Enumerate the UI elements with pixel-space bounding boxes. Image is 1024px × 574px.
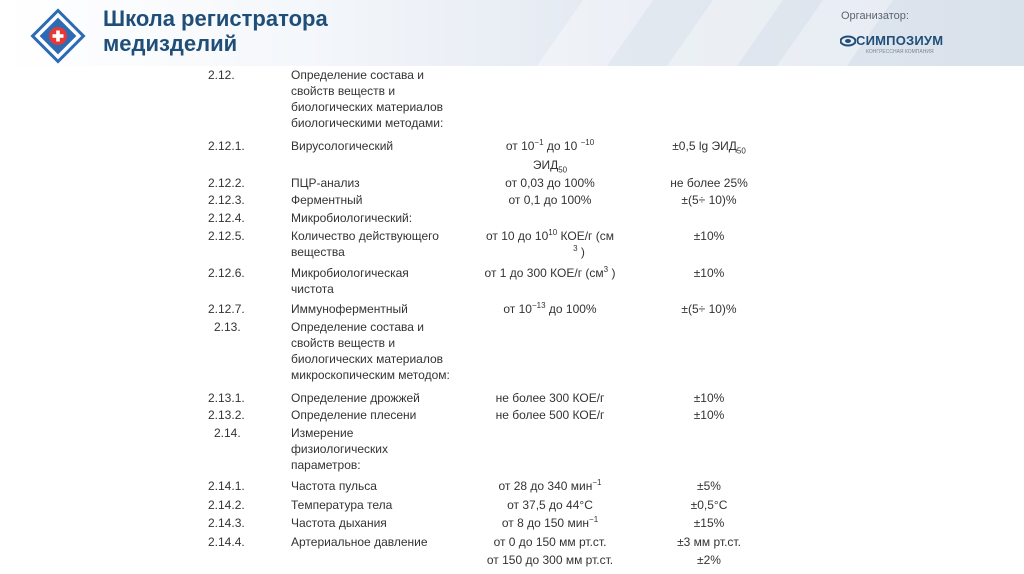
row-name: ПЦР-анализ — [291, 176, 360, 190]
range-text: ) — [608, 266, 616, 280]
row-name: Частота дыхания — [291, 516, 387, 530]
row-range: от 0,03 до 100% — [505, 176, 595, 190]
row-number: 2.13. — [214, 320, 241, 334]
row-number: 2.12. — [208, 68, 235, 82]
row-name: Определение плесени — [291, 408, 417, 422]
row-name: Иммуноферментный — [291, 302, 408, 316]
range-line: от 0 до 150 мм рт.ст. — [493, 535, 607, 549]
row-tolerance: ±0,5°С — [690, 498, 728, 512]
row-name-line: свойств веществ и — [291, 336, 396, 350]
range-exponent: −10 — [580, 138, 595, 147]
row-number: 2.14.4. — [208, 535, 245, 549]
tolerance-line: ±2% — [697, 553, 721, 567]
row-range: от 0,1 до 100% — [508, 193, 592, 207]
row-name-line: Измерение — [291, 426, 354, 440]
row-range: не более 300 КОЕ/г — [495, 391, 605, 405]
range-exponent: −1 — [592, 478, 602, 487]
row-name-line: биологических материалов — [291, 352, 444, 366]
row-number: 2.13.1. — [208, 391, 245, 405]
range-text: ) — [577, 245, 585, 259]
row-name: Артериальное давление — [291, 535, 428, 549]
row-number: 2.12.4. — [208, 211, 245, 225]
row-number: 2.12.7. — [208, 302, 245, 316]
title-line-1: Школа регистратора — [103, 6, 328, 31]
range-text: от 10 до 10 — [485, 229, 549, 243]
row-range — [480, 534, 620, 568]
range-exponent: 10 — [548, 228, 558, 237]
range-exponent: −13 — [531, 301, 546, 310]
row-range: не более 500 КОЕ/г — [495, 408, 605, 422]
tolerance-line: ±3 мм рт.ст. — [677, 535, 741, 549]
tolerance-subscript: 50 — [736, 146, 746, 156]
row-name-line: свойств веществ и — [291, 84, 396, 98]
organizer-label: Организатор: — [841, 10, 909, 22]
row-range — [480, 515, 620, 531]
row-name-line: вещества — [291, 245, 345, 259]
row-name — [291, 319, 450, 383]
range-subscript: 50 — [558, 165, 568, 175]
row-number: 2.12.2. — [208, 176, 245, 190]
row-tolerance: ±5% — [697, 479, 721, 493]
row-tolerance — [640, 138, 778, 154]
organizer-name: СИМПОЗИУМ — [856, 33, 944, 48]
row-number: 2.14.2. — [208, 498, 245, 512]
row-tolerance: ±(5÷ 10)% — [681, 302, 737, 316]
row-tolerance: ±10% — [693, 408, 725, 422]
range-exponent: −1 — [589, 515, 599, 524]
row-name — [291, 67, 443, 131]
row-name — [291, 228, 439, 260]
row-number: 2.13.2. — [208, 408, 245, 422]
row-name: Частота пульса — [291, 479, 377, 493]
row-name — [291, 265, 409, 297]
range-text: до 10 — [543, 139, 581, 153]
range-text: от 10 — [505, 139, 535, 153]
range-text: от 1 до 300 КОЕ/г (см — [484, 266, 604, 280]
range-exponent: 3 — [603, 265, 609, 274]
range-text: ЭИД — [532, 158, 559, 172]
row-name-line: Определение состава и — [291, 68, 425, 82]
row-number: 2.12.5. — [208, 229, 245, 243]
row-tolerance: ±15% — [693, 516, 725, 530]
row-range: от 37,5 до 44°С — [507, 498, 593, 512]
row-number: 2.14. — [214, 426, 241, 440]
row-name-line: Определение состава и — [291, 320, 425, 334]
row-name-line: чистота — [291, 282, 334, 296]
row-range — [480, 138, 620, 173]
row-name-line: биологических материалов — [291, 100, 444, 114]
row-tolerance: ±(5÷ 10)% — [681, 193, 737, 207]
range-text: КОЕ/г (см — [557, 229, 614, 243]
row-number: 2.12.6. — [208, 266, 245, 280]
row-name-line: Микробиологическая — [291, 266, 409, 280]
row-name: Температура тела — [291, 498, 393, 512]
range-text: до 100% — [545, 302, 597, 316]
row-range — [480, 228, 620, 260]
range-exponent: 3 — [573, 244, 578, 253]
row-range — [480, 478, 620, 494]
row-range — [480, 301, 620, 317]
row-number: 2.14.3. — [208, 516, 245, 530]
row-number: 2.14.1. — [208, 479, 245, 493]
row-name-line: биологическими методами: — [291, 116, 444, 130]
range-text: от 8 до 150 мин — [501, 516, 590, 530]
row-range — [480, 265, 620, 281]
row-name: Микробиологический: — [291, 211, 413, 225]
title-line-2: медизделий — [103, 31, 238, 56]
range-text: от 10 — [503, 302, 532, 316]
row-name — [291, 425, 388, 473]
row-name: Ферментный — [291, 193, 363, 207]
row-name-line: микроскопическим методом: — [291, 368, 450, 382]
row-tolerance: ±10% — [693, 391, 725, 405]
row-name: Вирусологический — [291, 139, 394, 153]
row-tolerance: ±10% — [693, 266, 725, 280]
row-name-line: физиологических — [291, 442, 388, 456]
row-tolerance: не более 25% — [670, 176, 748, 190]
range-exponent: −1 — [534, 138, 544, 147]
row-name: Определение дрожжей — [291, 391, 420, 405]
row-number: 2.12.3. — [208, 193, 245, 207]
row-tolerance — [640, 534, 778, 568]
tolerance-text: ±0,5 lg ЭИД — [672, 139, 737, 153]
row-name-line: Количество действующего — [291, 229, 439, 243]
range-text: от 28 до 340 мин — [498, 479, 593, 493]
row-tolerance: ±10% — [693, 229, 725, 243]
range-line: от 150 до 300 мм рт.ст. — [486, 553, 614, 567]
row-number: 2.12.1. — [208, 139, 245, 153]
row-name-line: параметров: — [291, 458, 361, 472]
organizer-subtitle: КОНГРЕССНАЯ КОМПАНИЯ — [866, 49, 934, 55]
